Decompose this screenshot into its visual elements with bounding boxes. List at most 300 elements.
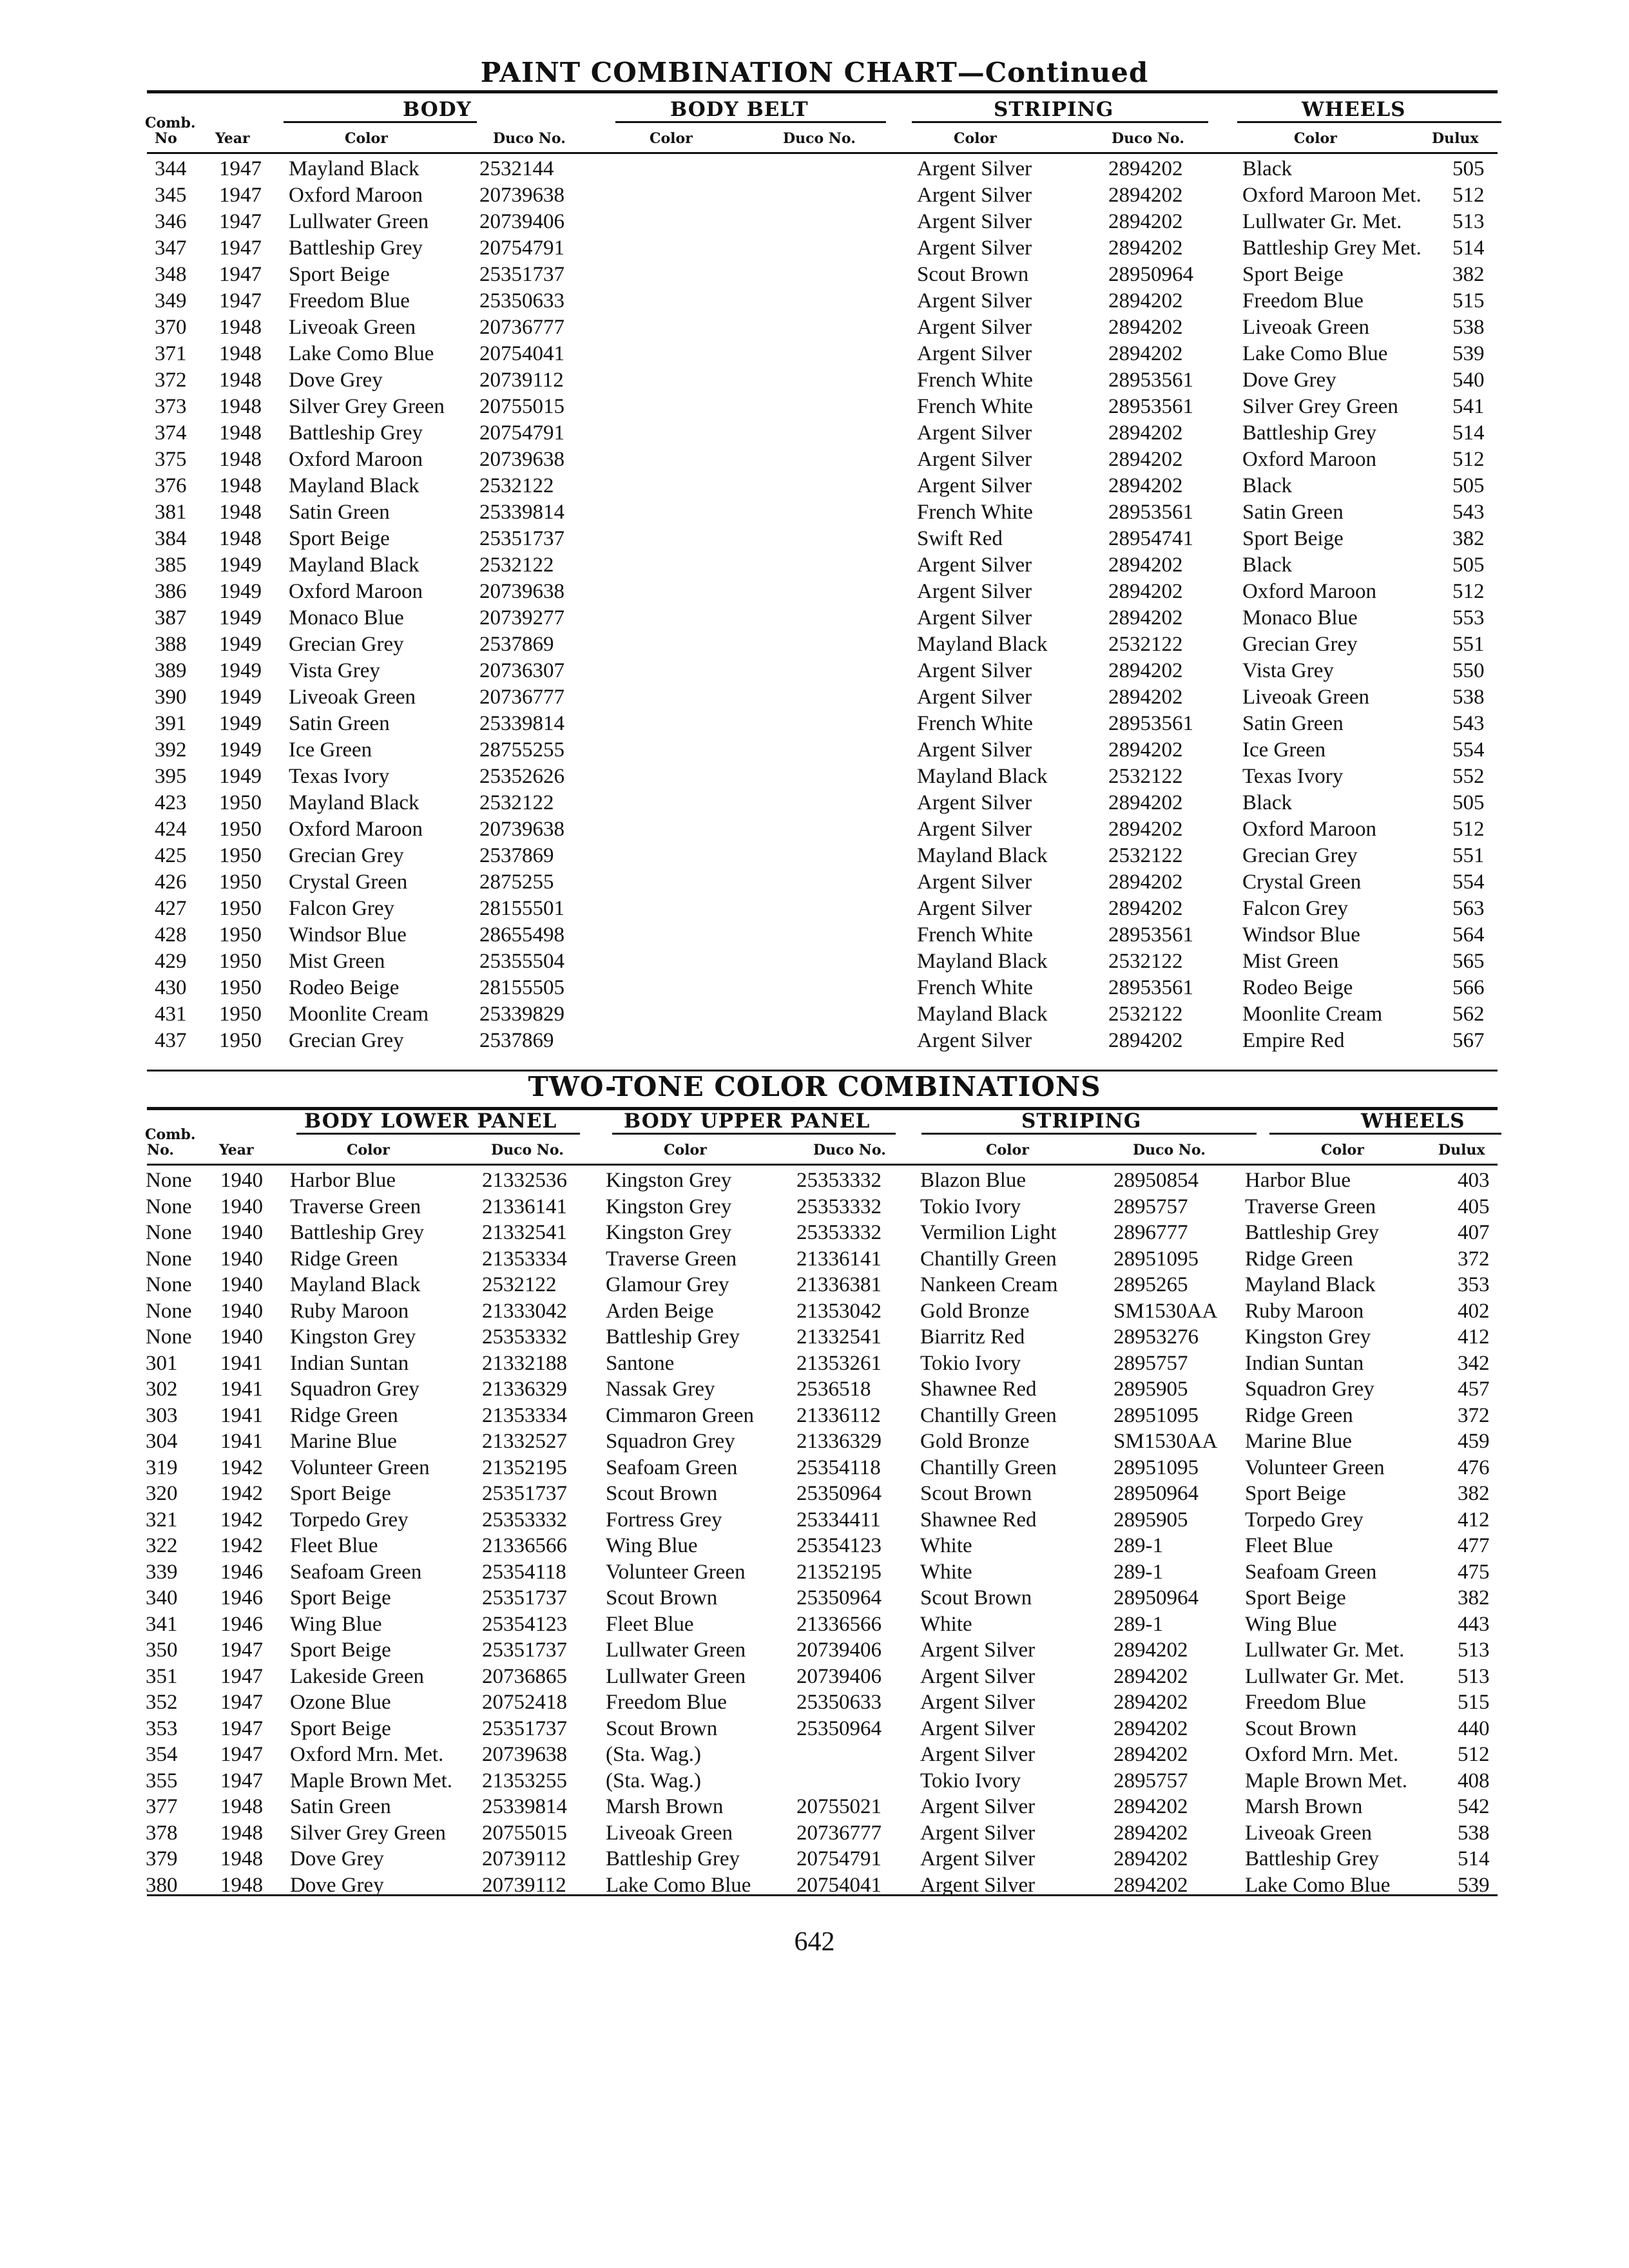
striping-color-cell: Mayland Black: [917, 765, 1048, 788]
striping-duco-cell: 2894202: [1113, 1691, 1188, 1714]
body-belt-underline: [615, 121, 886, 123]
lower-duco-cell: 25339814: [482, 1795, 567, 1818]
table-row: [0, 1325, 1629, 1352]
upper-duco-cell: 21336566: [796, 1612, 882, 1636]
table-row: [0, 1717, 1629, 1744]
striping-color-cell: White: [920, 1560, 972, 1584]
year-cell: 1948: [219, 316, 262, 339]
body-duco-cell: 20754041: [479, 342, 564, 365]
wheels-dulux-cell: 382: [1452, 263, 1485, 286]
striping-color-cell: French White: [917, 501, 1033, 524]
upper-color-cell: Freedom Blue: [606, 1691, 727, 1714]
wheels-dulux-cell: 515: [1452, 289, 1485, 312]
upper-color-header: Color: [664, 1142, 707, 1158]
upper-duco-header: Duco No.: [813, 1142, 886, 1158]
comb-no-cell: 385: [155, 553, 187, 577]
table-row: [0, 1456, 1629, 1483]
striping-duco-cell: 28954741: [1108, 527, 1193, 550]
lower-color-cell: Ridge Green: [290, 1247, 398, 1271]
comb-no-cell: 346: [155, 210, 187, 233]
striping-duco-cell: 2896777: [1113, 1221, 1188, 1244]
section2-bottom-rule: [147, 1894, 1498, 1896]
lower-duco-cell: 21352195: [482, 1456, 567, 1479]
striping-color-cell: Argent Silver: [920, 1795, 1036, 1818]
wheels-color-cell: Oxford Maroon: [1242, 448, 1377, 471]
table-row: [0, 157, 1629, 184]
striping-color-cell: Argent Silver: [917, 474, 1032, 497]
body-color-cell: Mayland Black: [289, 553, 419, 577]
striping-color-cell: Shawnee Red: [920, 1378, 1037, 1401]
body-color-cell: Rodeo Beige: [289, 976, 400, 999]
table-row: [0, 369, 1629, 395]
year-cell: 1946: [220, 1612, 263, 1636]
striping-color-cell: Argent Silver: [920, 1664, 1036, 1688]
wheels-color-header: Color: [1294, 130, 1337, 147]
wheels-color-cell: Oxford Maroon: [1242, 580, 1377, 603]
lower-duco-header: Duco No.: [491, 1142, 564, 1158]
body-color-cell: Falcon Grey: [289, 897, 395, 920]
lower-duco-cell: 21336566: [482, 1534, 567, 1557]
year-cell: 1949: [219, 738, 262, 762]
wheels-dulux-cell: 505: [1452, 474, 1485, 497]
striping-color-cell: Tokio Ivory: [920, 1195, 1021, 1218]
body-color-cell: Mist Green: [289, 950, 385, 973]
lower-color-cell: Sport Beige: [290, 1639, 391, 1662]
table-row: [0, 712, 1629, 738]
wheels-color-cell: Liveoak Green: [1242, 316, 1369, 339]
striping-duco-cell: SM1530AA: [1113, 1299, 1218, 1323]
striping-color-cell: Chantilly Green: [920, 1247, 1057, 1271]
wheels-dulux-cell: 553: [1452, 606, 1485, 629]
year-cell: 1947: [219, 236, 262, 260]
two-tone-year-header: Year: [219, 1142, 254, 1158]
lower-duco-cell: 21353255: [482, 1769, 567, 1792]
lower-color-cell: Harbor Blue: [290, 1169, 396, 1192]
striping-color-cell: Argent Silver: [917, 1029, 1032, 1052]
lower-panel-group-header: BODY LOWER PANEL: [304, 1110, 557, 1133]
striping-color-cell: Argent Silver: [917, 236, 1032, 260]
striping-color-cell: Gold Bronze: [920, 1430, 1030, 1453]
wheels-color-cell: Ice Green: [1242, 738, 1326, 762]
wheels-dulux-cell: 562: [1452, 1003, 1485, 1026]
wheels-dulux-cell: 457: [1458, 1378, 1490, 1401]
wheels-color-cell: Lake Como Blue: [1242, 342, 1388, 365]
table-row: [0, 1691, 1629, 1717]
year-cell: 1949: [219, 765, 262, 788]
two-tone-striping-group-header: STRIPING: [1021, 1110, 1142, 1133]
wheels-dulux-cell: 443: [1458, 1612, 1490, 1636]
wheels-color-cell: Sport Beige: [1245, 1586, 1346, 1610]
belt-color-header: Color: [650, 130, 693, 147]
comb-no-cell: 378: [146, 1821, 178, 1845]
striping-color-cell: Argent Silver: [920, 1873, 1036, 1897]
striping-duco-cell: 2894202: [1113, 1847, 1188, 1870]
table-row: [0, 1795, 1629, 1821]
striping-duco-cell: 2532122: [1108, 950, 1183, 973]
comb-no-cell: 384: [155, 527, 187, 550]
upper-color-cell: Lake Como Blue: [606, 1873, 751, 1897]
body-color-cell: Grecian Grey: [289, 633, 404, 656]
striping-duco-cell: 2532122: [1108, 844, 1183, 867]
wheels-dulux-cell: 353: [1458, 1273, 1490, 1296]
wheels-color-cell: Lullwater Gr. Met.: [1245, 1664, 1405, 1688]
comb-no-cell: 380: [146, 1873, 178, 1897]
section1-header-rule: [147, 152, 1498, 154]
striping-duco-cell: 28953561: [1108, 712, 1193, 735]
table-row: [0, 844, 1629, 870]
striping-color-cell: Argent Silver: [917, 553, 1032, 577]
striping-duco-cell: 2894202: [1108, 316, 1183, 339]
wheels-dulux-cell: 505: [1452, 553, 1485, 577]
wheels-color-cell: Liveoak Green: [1245, 1821, 1372, 1845]
body-duco-cell: 28655498: [479, 923, 564, 947]
table-row: [0, 1508, 1629, 1535]
two-tone-striping-duco-header: Duco No.: [1133, 1142, 1206, 1158]
comb-no-cell: None: [146, 1195, 192, 1218]
wheels-color-cell: Black: [1242, 157, 1292, 180]
year-cell: 1948: [219, 342, 262, 365]
belt-duco-header: Duco No.: [783, 130, 856, 147]
comb-no-cell: 319: [146, 1456, 178, 1479]
table-row: [0, 1195, 1629, 1222]
year-cell: 1949: [219, 553, 262, 577]
body-duco-cell: 20736307: [479, 659, 564, 682]
striping-color-cell: Scout Brown: [920, 1482, 1032, 1505]
wheels-color-cell: Lullwater Gr. Met.: [1242, 210, 1402, 233]
striping-duco-cell: 2894202: [1108, 157, 1183, 180]
lower-duco-cell: 25354123: [482, 1612, 567, 1636]
year-cell: 1948: [219, 395, 262, 418]
comb-no-cell: 379: [146, 1847, 178, 1870]
upper-color-cell: Liveoak Green: [606, 1821, 733, 1845]
wheels-color-cell: Ridge Green: [1245, 1247, 1353, 1271]
comb-no-cell: None: [146, 1247, 192, 1271]
comb-no-cell: 427: [155, 897, 187, 920]
upper-color-cell: (Sta. Wag.): [606, 1769, 701, 1792]
body-duco-cell: 25339814: [479, 712, 564, 735]
two-tone-wheels-color-header: Color: [1321, 1142, 1364, 1158]
wheels-color-cell: Freedom Blue: [1245, 1691, 1366, 1714]
striping-duco-cell: 2894202: [1108, 421, 1183, 445]
table-row: [0, 897, 1629, 923]
body-duco-cell: 2875255: [479, 870, 554, 894]
comb-no-cell: None: [146, 1169, 192, 1192]
striping-color-cell: Gold Bronze: [920, 1299, 1030, 1323]
lower-duco-cell: 25351737: [482, 1482, 567, 1505]
wheels-dulux-cell: 440: [1458, 1716, 1490, 1740]
wheels-dulux-cell: 372: [1458, 1403, 1490, 1427]
wheels-dulux-cell: 382: [1458, 1482, 1490, 1505]
upper-color-cell: Kingston Grey: [606, 1221, 732, 1244]
wheels-dulux-cell: 543: [1452, 712, 1485, 735]
body-duco-cell: 2537869: [479, 633, 554, 656]
striping-color-cell: Argent Silver: [917, 791, 1032, 814]
upper-color-cell: Wing Blue: [606, 1534, 698, 1557]
comb-no-cell: None: [146, 1221, 192, 1244]
body-color-cell: Ice Green: [289, 738, 372, 762]
striping-duco-cell: 2894202: [1108, 184, 1183, 207]
wheels-dulux-cell: 505: [1452, 157, 1485, 180]
year-cell: 1949: [219, 633, 262, 656]
body-duco-cell: 25339829: [479, 1003, 564, 1026]
striping-color-cell: Argent Silver: [920, 1716, 1036, 1740]
body-color-cell: Crystal Green: [289, 870, 408, 894]
two-tone-wheels-underline: [1269, 1133, 1501, 1135]
upper-color-cell: Battleship Grey: [606, 1847, 740, 1870]
striping-color-cell: Argent Silver: [920, 1743, 1036, 1766]
wheels-dulux-cell: 512: [1458, 1743, 1490, 1766]
wheels-dulux-cell: 542: [1458, 1795, 1490, 1818]
striping-color-cell: Tokio Ivory: [920, 1351, 1021, 1375]
wheels-underline: [1237, 121, 1501, 123]
year-cell: 1942: [220, 1534, 263, 1557]
table-row: [0, 1847, 1629, 1874]
wheels-color-cell: Kingston Grey: [1245, 1325, 1371, 1349]
table-row: [0, 738, 1629, 765]
year-cell: 1950: [219, 976, 262, 999]
striping-color-cell: Argent Silver: [917, 738, 1032, 762]
upper-color-cell: Seafoam Green: [606, 1456, 738, 1479]
wheels-color-cell: Black: [1242, 791, 1292, 814]
body-color-cell: Texas Ivory: [289, 765, 390, 788]
table-row: [0, 606, 1629, 633]
upper-duco-cell: 25334411: [796, 1508, 881, 1532]
comb-no-cell: 386: [155, 580, 187, 603]
striping-duco-cell: SM1530AA: [1113, 1430, 1218, 1453]
wheels-color-cell: Satin Green: [1242, 501, 1344, 524]
year-cell: 1940: [220, 1169, 263, 1192]
year-cell: 1947: [219, 184, 262, 207]
striping-duco-cell: 289-1: [1113, 1534, 1163, 1557]
wheels-color-cell: Battleship Grey: [1245, 1847, 1380, 1870]
upper-duco-cell: 21353261: [796, 1351, 882, 1375]
wheels-color-cell: Vista Grey: [1242, 659, 1334, 682]
comb-no-cell: 339: [146, 1560, 178, 1584]
wheels-color-cell: Sport Beige: [1245, 1482, 1346, 1505]
table-row: [0, 1404, 1629, 1430]
striping-color-cell: French White: [917, 923, 1033, 947]
lower-duco-cell: 21332527: [482, 1430, 567, 1453]
comb-no-cell: 387: [155, 606, 187, 629]
table-row: [0, 553, 1629, 580]
striping-color-cell: Swift Red: [917, 527, 1003, 550]
body-duco-cell: 20754791: [479, 236, 564, 260]
wheels-dulux-cell: 552: [1452, 765, 1485, 788]
wheels-color-cell: Mayland Black: [1245, 1273, 1376, 1296]
year-cell: 1940: [220, 1221, 263, 1244]
table-row: [0, 791, 1629, 818]
upper-duco-cell: 20754041: [796, 1873, 882, 1897]
striping-duco-cell: 2894202: [1113, 1873, 1188, 1897]
year-cell: 1950: [219, 791, 262, 814]
wheels-dulux-cell: 567: [1452, 1029, 1485, 1052]
striping-color-cell: Blazon Blue: [920, 1169, 1027, 1192]
wheels-dulux-cell: 514: [1458, 1847, 1490, 1870]
wheels-dulux-cell: 541: [1452, 395, 1485, 418]
comb-no-cell: 371: [155, 342, 187, 365]
striping-color-cell: Nankeen Cream: [920, 1273, 1058, 1296]
lower-color-cell: Oxford Mrn. Met.: [290, 1743, 444, 1766]
body-duco-cell: 28155501: [479, 897, 564, 920]
comb-no-cell: 341: [146, 1612, 178, 1636]
body-duco-cell: 28155505: [479, 976, 564, 999]
upper-color-cell: Battleship Grey: [606, 1325, 740, 1349]
wheels-dulux-cell: 403: [1458, 1169, 1490, 1192]
lower-color-cell: Squadron Grey: [290, 1378, 419, 1401]
body-duco-cell: 20739277: [479, 606, 564, 629]
upper-color-cell: (Sta. Wag.): [606, 1743, 701, 1766]
wheels-dulux-cell: 539: [1458, 1873, 1490, 1897]
wheels-dulux-cell: 540: [1452, 369, 1485, 392]
year-cell: 1942: [220, 1482, 263, 1505]
comb-no-cell: 374: [155, 421, 187, 445]
wheels-dulux-cell: 512: [1452, 818, 1485, 841]
table-row: [0, 659, 1629, 686]
body-color-cell: Freedom Blue: [289, 289, 410, 312]
comb-no-cell: 320: [146, 1482, 178, 1505]
year-cell: 1947: [219, 289, 262, 312]
comb-no-cell: 345: [155, 184, 187, 207]
striping-duco-cell: 2894202: [1108, 791, 1183, 814]
wheels-dulux-cell: 513: [1458, 1639, 1490, 1662]
comb-no-cell: 430: [155, 976, 187, 999]
year-cell: 1948: [220, 1795, 263, 1818]
upper-color-cell: Fortress Grey: [606, 1508, 722, 1532]
title-rule: [147, 90, 1498, 93]
body-duco-cell: 20736777: [479, 316, 564, 339]
lower-duco-cell: 25353332: [482, 1508, 567, 1532]
striping-color-cell: Argent Silver: [917, 686, 1032, 709]
striping-duco-cell: 28951095: [1113, 1403, 1199, 1427]
year-cell: 1942: [220, 1456, 263, 1479]
striping-duco-cell: 28951095: [1113, 1247, 1199, 1271]
upper-color-cell: Scout Brown: [606, 1482, 718, 1505]
body-color-cell: Lake Como Blue: [289, 342, 434, 365]
wheels-dulux-cell: 459: [1458, 1430, 1490, 1453]
wheels-color-cell: Seafoam Green: [1245, 1560, 1377, 1584]
page-number: 642: [794, 1927, 835, 1957]
wheels-dulux-cell: 402: [1458, 1299, 1490, 1323]
body-duco-cell: 20739406: [479, 210, 564, 233]
upper-color-cell: Scout Brown: [606, 1586, 718, 1610]
comb-no-cell: 322: [146, 1534, 178, 1557]
table-row: [0, 1352, 1629, 1378]
upper-color-cell: Traverse Green: [606, 1247, 737, 1271]
striping-duco-cell: 2894202: [1108, 606, 1183, 629]
table-row: [0, 289, 1629, 316]
body-belt-group-header: BODY BELT: [670, 98, 809, 121]
wheels-color-cell: Monaco Blue: [1242, 606, 1358, 629]
lower-color-cell: Ruby Maroon: [290, 1299, 409, 1323]
lower-color-cell: Sport Beige: [290, 1586, 391, 1610]
striping-color-header: Color: [954, 130, 997, 147]
year-cell: 1948: [219, 448, 262, 471]
body-color-cell: Silver Grey Green: [289, 395, 445, 418]
wheels-color-cell: Harbor Blue: [1245, 1169, 1351, 1192]
lower-duco-cell: 20755015: [482, 1821, 567, 1845]
wheels-dulux-cell: 565: [1452, 950, 1485, 973]
upper-duco-cell: 21353042: [796, 1299, 882, 1323]
year-cell: 1948: [220, 1821, 263, 1845]
body-duco-cell: 20755015: [479, 395, 564, 418]
wheels-dulux-cell: 412: [1458, 1325, 1490, 1349]
striping-duco-cell: 28953561: [1108, 501, 1193, 524]
year-cell: 1940: [220, 1273, 263, 1296]
striping-duco-cell: 2894202: [1108, 1029, 1183, 1052]
body-duco-cell: 25355504: [479, 950, 564, 973]
lower-color-cell: Silver Grey Green: [290, 1821, 446, 1845]
wheels-dulux-cell: 551: [1452, 633, 1485, 656]
comb-no-cell: 370: [155, 316, 187, 339]
striping-color-cell: Argent Silver: [917, 448, 1032, 471]
upper-duco-cell: 25354118: [796, 1456, 881, 1479]
lower-color-cell: Battleship Grey: [290, 1221, 425, 1244]
wheels-color-cell: Scout Brown: [1245, 1716, 1357, 1740]
lower-duco-cell: 25353332: [482, 1325, 567, 1349]
striping-duco-cell: 2894202: [1108, 342, 1183, 365]
table-row: [0, 923, 1629, 950]
year-cell: 1947: [219, 210, 262, 233]
body-color-cell: Windsor Blue: [289, 923, 407, 947]
lower-duco-cell: 25351737: [482, 1716, 567, 1740]
upper-color-cell: Lullwater Green: [606, 1639, 746, 1662]
striping-color-cell: Argent Silver: [920, 1639, 1036, 1662]
body-color-cell: Lullwater Green: [289, 210, 429, 233]
year-cell: 1947: [220, 1769, 263, 1792]
wheels-dulux-cell: 515: [1458, 1691, 1490, 1714]
wheels-dulux-cell: 564: [1452, 923, 1485, 947]
comb-no-cell: 353: [146, 1716, 178, 1740]
body-duco-cell: 20739638: [479, 448, 564, 471]
wheels-dulux-cell: 543: [1452, 501, 1485, 524]
comb-no-cell: 301: [146, 1351, 178, 1375]
lower-duco-cell: 25354118: [482, 1560, 566, 1584]
striping-duco-cell: 2895905: [1113, 1378, 1188, 1401]
striping-color-cell: Scout Brown: [917, 263, 1029, 286]
striping-duco-cell: 2894202: [1108, 580, 1183, 603]
comb-no-cell: None: [146, 1325, 192, 1349]
wheels-color-cell: Grecian Grey: [1242, 844, 1358, 867]
striping-duco-cell: 2532122: [1108, 765, 1183, 788]
upper-color-cell: Cimmaron Green: [606, 1403, 755, 1427]
section2-header-rule: [147, 1164, 1498, 1166]
comb-no-cell: 377: [146, 1795, 178, 1818]
upper-duco-cell: 20739406: [796, 1639, 882, 1662]
striping-color-cell: Argent Silver: [917, 157, 1032, 180]
year-cell: 1940: [220, 1195, 263, 1218]
wheels-group-header: WHEELS: [1302, 98, 1406, 121]
wheels-color-cell: Volunteer Green: [1245, 1456, 1385, 1479]
wheels-dulux-cell: 342: [1458, 1351, 1490, 1375]
comb-no-cell: 375: [155, 448, 187, 471]
year-cell: 1946: [220, 1560, 263, 1584]
wheels-color-cell: Empire Red: [1242, 1029, 1345, 1052]
body-duco-cell: 20739638: [479, 818, 564, 841]
year-cell: 1941: [220, 1430, 263, 1453]
lower-duco-cell: 21336329: [482, 1378, 567, 1401]
striping-color-cell: French White: [917, 976, 1033, 999]
striping-color-cell: French White: [917, 369, 1033, 392]
table-row: [0, 316, 1629, 342]
year-cell: 1949: [219, 686, 262, 709]
comb-header: Comb.: [145, 115, 196, 131]
two-tone-wheels-group-header: WHEELS: [1361, 1110, 1465, 1133]
striping-duco-cell: 2894202: [1113, 1795, 1188, 1818]
wheels-dulux-cell: 514: [1452, 236, 1485, 260]
year-cell: 1947: [220, 1691, 263, 1714]
wheels-color-cell: Wing Blue: [1245, 1612, 1337, 1636]
striping-color-cell: Argent Silver: [917, 818, 1032, 841]
